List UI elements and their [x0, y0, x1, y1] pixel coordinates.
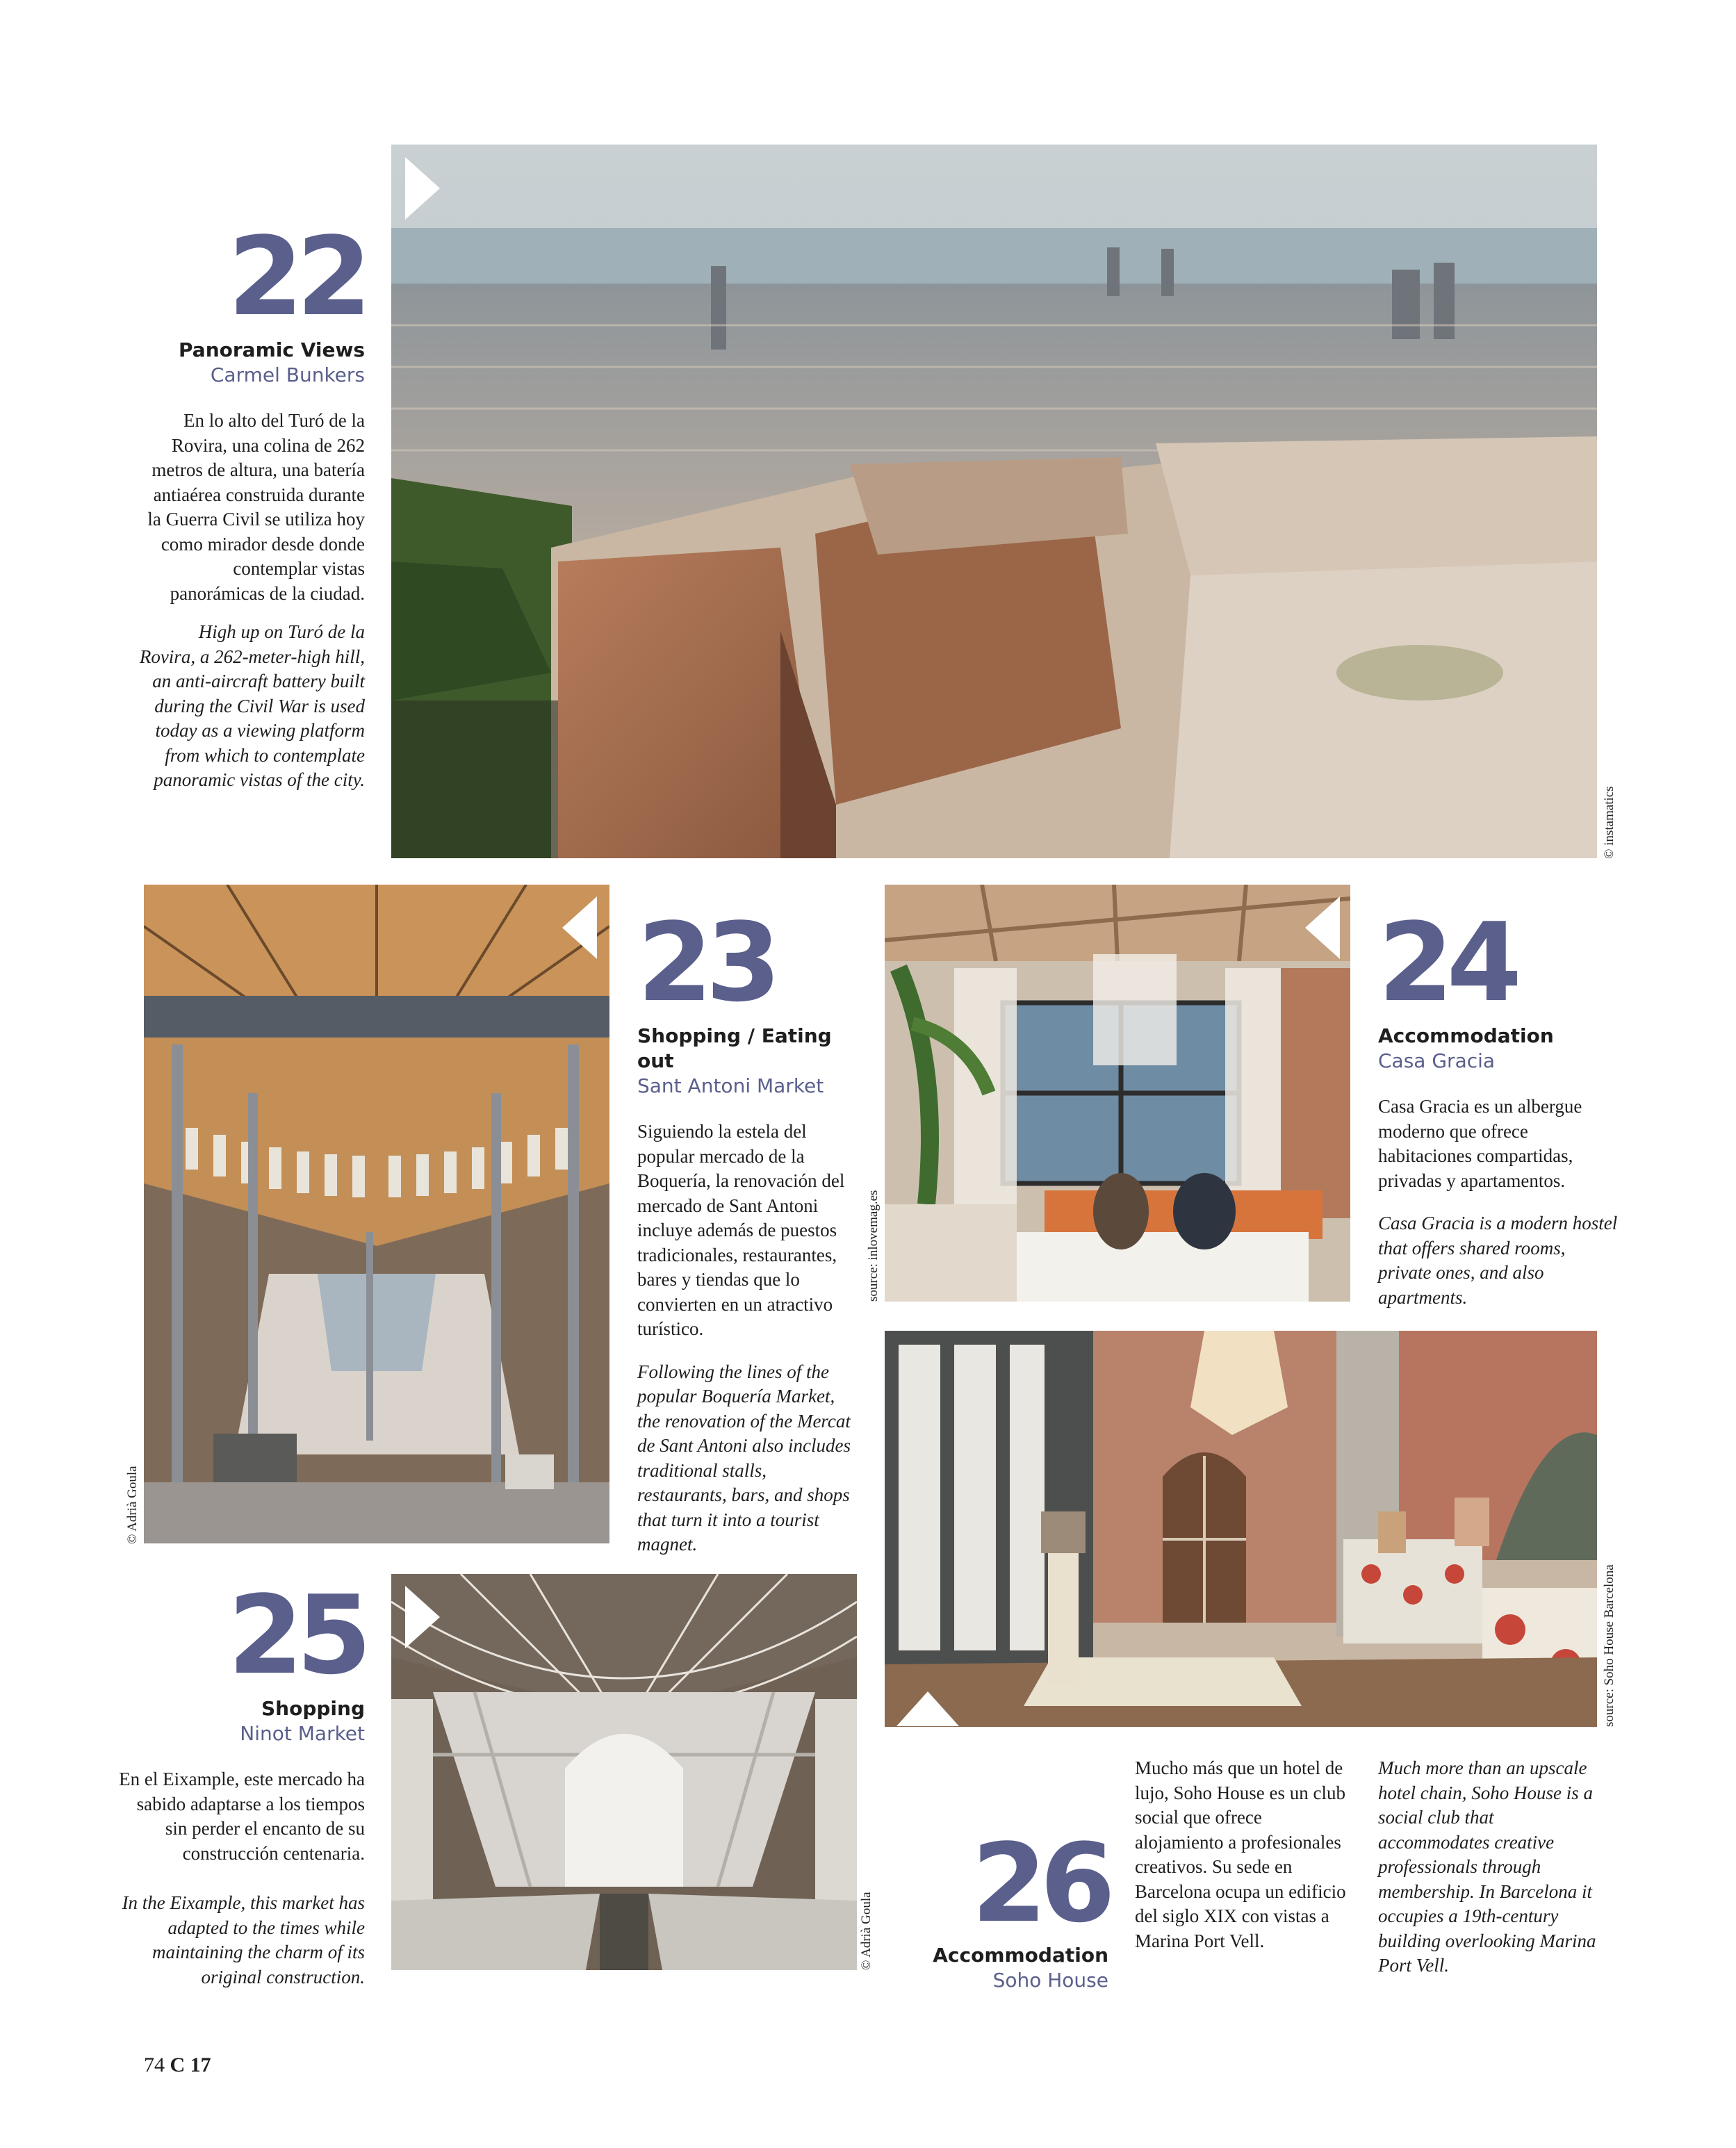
entry-22: [139, 213, 365, 793]
entry-25: [111, 1572, 365, 1990]
page-marker-triangle: [1304, 896, 1340, 959]
page-marker-triangle: [405, 157, 441, 220]
page-number: 74: [144, 2053, 165, 2076]
entry-26-heading: [917, 1820, 1108, 1993]
carmel-bunkers-photo: [391, 145, 1597, 858]
entry-text-en: High up on Turó de la Rovira, a 262-meter-high hill, an anti-aircraft battery built during the Civil War is used today as a viewing platform from which to contemplate panoramic vistas of the city.: [139, 621, 365, 790]
page-marker-triangle: [896, 1690, 959, 1726]
entry-category: Panoramic Views: [179, 338, 365, 361]
photo-credit-24: source: inlovemag.es: [866, 1190, 881, 1302]
entry-text-en: Casa Gracia is a modern hostel that offers shared rooms, private ones, and also apartments.: [1378, 1213, 1618, 1308]
ninot-market-photo: [391, 1574, 857, 1970]
entry-text-es: Mucho más que un hotel de lujo, Soho House es un club social que ofrece alojamiento a profesionales creativos. Su sede en Barcelona ocupa un edificio del siglo XIX con vistas a Marina Port Vell.: [1135, 1757, 1346, 1951]
entry-text-es: Casa Gracia es un albergue moderno que ofrece habitaciones compartidas, privadas y apartamentos.: [1378, 1096, 1582, 1191]
photo-credit-22: © instamatics: [1602, 786, 1616, 859]
casa-gracia-photo: [885, 885, 1350, 1302]
entry-category: Accommodation: [933, 1944, 1108, 1967]
entry-text-es: En lo alto del Turó de la Rovira, una colina de 262 metros de altura, una batería antiaérea construida durante la Guerra Civil se utiliza hoy como mirador desde donde contemplar vistas panorámicas de la ciudad.: [147, 410, 365, 604]
entry-category: Shopping: [261, 1697, 365, 1720]
entry-number: 23: [637, 899, 775, 1026]
entry-text-en: Much more than an upscale hotel chain, Soho House is a social club that accommodates creative professionals through membership. In Barcelona it occupies a 19th-century building overlooking Marina Port Vell.: [1378, 1757, 1596, 1976]
entry-text-es: Siguiendo la estela del popular mercado de la Boquería, la renovación del mercado de Sant Antoni incluye además de puestos tradicionales, restaurantes, bares y tiendas que lo convierten en un atractivo turístico.: [637, 1121, 845, 1339]
entry-category: Accommodation: [1378, 1024, 1554, 1047]
photo-credit-23: © Adrià Goula: [125, 1466, 140, 1544]
entry-text-en: In the Eixample, this market has adapted to the times while maintaining the charm of its original construction.: [122, 1892, 365, 1987]
photo-credit-25: © Adrià Goula: [859, 1892, 874, 1970]
magazine-logo: C 17: [170, 2053, 211, 2076]
entry-place: Casa Gracia: [1378, 1049, 1496, 1072]
entry-text-es: En el Eixample, este mercado ha sabido adaptarse a los tiempos sin perder el encanto de su construcción centenaria.: [119, 1769, 365, 1864]
entry-place: Soho House: [992, 1969, 1108, 1992]
entry-number: 26: [971, 1820, 1108, 1946]
entry-text-en: Following the lines of the popular Boquería Market, the renovation of the Mercat de Sant Antoni also includes traditional stalls, restaurants, bars, and shops that turn it into a tourist magnet.: [637, 1361, 851, 1555]
entry-number: 22: [227, 213, 365, 340]
photo-credit-26: source: Soho House Barcelona: [1602, 1564, 1616, 1727]
entry-place: Carmel Bunkers: [210, 363, 365, 386]
entry-23: [637, 899, 853, 1557]
entry-number: 25: [227, 1572, 365, 1698]
entry-place: Ninot Market: [240, 1722, 365, 1745]
page-folio: [144, 2053, 211, 2077]
soho-house-photo: [885, 1331, 1597, 1727]
page-marker-triangle: [561, 896, 597, 959]
page-marker-triangle: [405, 1586, 441, 1648]
sant-antoni-market-photo: [144, 885, 609, 1543]
entry-place: Sant Antoni Market: [637, 1074, 824, 1097]
entry-number: 24: [1378, 899, 1516, 1026]
entry-24: [1378, 899, 1618, 1310]
entry-category: Shopping / Eating out: [637, 1024, 832, 1072]
